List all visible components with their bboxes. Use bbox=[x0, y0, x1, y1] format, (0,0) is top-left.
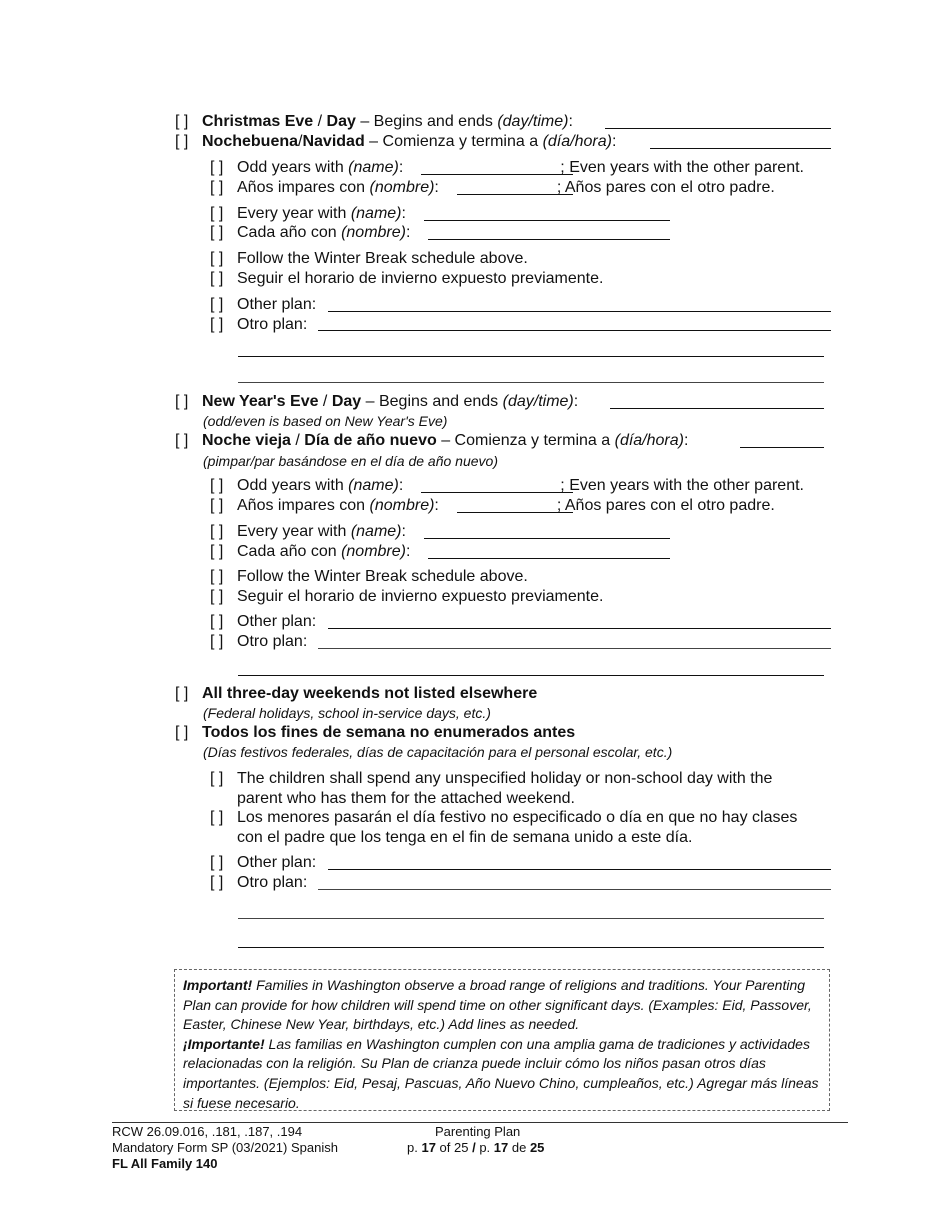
footer-divider bbox=[112, 1122, 848, 1123]
other-plan-en-blank[interactable] bbox=[328, 311, 831, 312]
important-en-text: Families in Washington observe a broad range of religions and traditions. Your Parenting Plan can provide for how children will spend time on other significant days. (Examples: Eid, Passover, Easter, Chinese New Year, birthdays, etc.) Add lines as needed. bbox=[183, 977, 812, 1033]
weekends-es-title: Todos los fines de semana no enumerados antes bbox=[202, 724, 576, 741]
odd-years-es-blank[interactable] bbox=[457, 512, 573, 513]
checkbox[interactable]: [ ] bbox=[210, 477, 224, 494]
winter-es: [ ] Seguir el horario de invierno expuesto previamente. bbox=[210, 270, 604, 287]
christmas-es-title: Nochebuena bbox=[202, 133, 299, 150]
christmas-es-row: [ ] Nochebuena/Navidad – Comienza y termina a (día/hora): bbox=[175, 133, 617, 150]
important-note bbox=[174, 969, 830, 1111]
checkbox[interactable]: [ ] bbox=[210, 633, 224, 650]
checkbox[interactable]: [ ] bbox=[210, 497, 224, 514]
extra-line[interactable] bbox=[238, 918, 824, 919]
checkbox[interactable]: [ ] bbox=[210, 270, 224, 287]
footer-rcw: RCW 26.09.016, .181, .187, .194 bbox=[112, 1124, 303, 1139]
weekends-es-note: (Días festivos federales, días de capacitación para el personal escolar, etc.) bbox=[203, 744, 673, 760]
unspecified-holiday-en: [ ] The children shall spend any unspecified holiday or non-school day with the bbox=[210, 770, 773, 787]
other-plan-en-blank[interactable] bbox=[328, 628, 831, 629]
footer-title: Parenting Plan bbox=[435, 1124, 521, 1139]
checkbox[interactable]: [ ] bbox=[175, 432, 189, 449]
newyear-es-note: (pimpar/par basándose en el día de año nuevo) bbox=[203, 453, 498, 469]
checkbox[interactable]: [ ] bbox=[210, 179, 224, 196]
odd-years-es: [ ] Años impares con (nombre): ; Años pares con el otro padre. bbox=[210, 179, 775, 196]
every-year-es: [ ] Cada año con (nombre): bbox=[210, 224, 411, 241]
footer-form: Mandatory Form SP (03/2021) Spanish bbox=[112, 1140, 338, 1155]
checkbox[interactable]: [ ] bbox=[175, 685, 189, 702]
checkbox[interactable]: [ ] bbox=[175, 113, 189, 130]
checkbox[interactable]: [ ] bbox=[210, 224, 224, 241]
checkbox[interactable]: [ ] bbox=[210, 159, 224, 176]
checkbox[interactable]: [ ] bbox=[210, 543, 224, 560]
winter-en: [ ] Follow the Winter Break schedule above. bbox=[210, 568, 528, 585]
weekends-en-row bbox=[175, 684, 537, 704]
other-plan-es-blank[interactable] bbox=[318, 330, 831, 331]
checkbox[interactable]: [ ] bbox=[210, 874, 224, 891]
every-year-en: [ ] Every year with (name): bbox=[210, 523, 406, 540]
newyear-en-row: [ ] New Year's Eve / Day – Begins and ends (day/time): bbox=[175, 393, 579, 410]
other-plan-es-blank[interactable] bbox=[318, 889, 831, 890]
extra-line[interactable] bbox=[238, 382, 824, 383]
weekends-en-note: (Federal holidays, school in-service days, etc.) bbox=[203, 705, 491, 721]
newyear-en-blank[interactable] bbox=[610, 408, 824, 409]
important-es-label: ¡Importante! bbox=[183, 1035, 265, 1052]
christmas-es-blank[interactable] bbox=[650, 148, 831, 149]
checkbox[interactable]: [ ] bbox=[210, 296, 224, 313]
christmas-en-title: Christmas Eve bbox=[202, 113, 314, 130]
important-en-label: Important! bbox=[183, 977, 253, 993]
weekends-en-title: All three-day weekends not listed elsewhere bbox=[202, 685, 538, 702]
odd-years-es: [ ] Años impares con (nombre): ; Años pares con el otro padre. bbox=[210, 497, 775, 514]
odd-years-en-blank[interactable] bbox=[421, 174, 573, 175]
checkbox[interactable]: [ ] bbox=[210, 205, 224, 222]
checkbox[interactable]: [ ] bbox=[175, 393, 189, 410]
winter-es: [ ] Seguir el horario de invierno expuesto previamente. bbox=[210, 588, 604, 605]
checkbox[interactable]: [ ] bbox=[210, 613, 224, 630]
newyear-en-note: (odd/even is based on New Year's Eve) bbox=[203, 413, 448, 429]
checkbox[interactable]: [ ] bbox=[175, 724, 189, 741]
every-year-es: [ ] Cada año con (nombre): bbox=[210, 543, 411, 560]
footer-family: FL All Family 140 bbox=[112, 1156, 218, 1171]
other-plan-es-blank[interactable] bbox=[318, 648, 831, 649]
christmas-en-blank[interactable] bbox=[605, 128, 831, 129]
checkbox[interactable]: [ ] bbox=[210, 568, 224, 585]
unspecified-holiday-es: [ ] Los menores pasarán el día festivo no especificado o día en que no hay clases bbox=[210, 809, 798, 826]
extra-line[interactable] bbox=[238, 675, 824, 676]
other-plan-es: [ ] Otro plan: bbox=[210, 874, 308, 891]
checkbox[interactable]: [ ] bbox=[210, 316, 224, 333]
other-plan-es: [ ] Otro plan: bbox=[210, 633, 308, 650]
newyear-es-blank[interactable] bbox=[740, 447, 824, 448]
checkbox[interactable]: [ ] bbox=[210, 854, 224, 871]
other-plan-en: [ ] Other plan: bbox=[210, 296, 317, 313]
every-year-en-blank[interactable] bbox=[424, 538, 670, 539]
odd-years-en: [ ] Odd years with (name): ; Even years with the other parent. bbox=[210, 477, 804, 494]
checkbox[interactable]: [ ] bbox=[210, 809, 224, 826]
other-plan-es: [ ] Otro plan: bbox=[210, 316, 308, 333]
every-year-es-blank[interactable] bbox=[428, 239, 670, 240]
checkbox[interactable]: [ ] bbox=[210, 588, 224, 605]
other-plan-en: [ ] Other plan: bbox=[210, 854, 317, 871]
unspecified-holiday-en-cont: parent who has them for the attached weekend. bbox=[237, 790, 575, 807]
checkbox[interactable]: [ ] bbox=[210, 770, 224, 787]
checkbox[interactable]: [ ] bbox=[210, 523, 224, 540]
newyear-en-title: New Year's Eve bbox=[202, 393, 319, 410]
odd-years-es-blank[interactable] bbox=[457, 194, 573, 195]
christmas-en-row: [ ] Christmas Eve / Day – Begins and ends (day/time): bbox=[175, 113, 573, 130]
extra-line[interactable] bbox=[238, 947, 824, 948]
important-es-text: Las familias en Washington cumplen con una amplia gama de tradiciones y actividades relacionadas con la religión. Su Plan de crianza puede incluir cómo los niños pasan otros días importantes. (Ejemplos: Eid, Pesaj, Pascuas, Año Nuevo Chino, cumpleaños, etc.) Agregar más líneas si fuese necesario. bbox=[183, 1035, 819, 1111]
every-year-en: [ ] Every year with (name): bbox=[210, 205, 406, 222]
extra-line[interactable] bbox=[238, 356, 824, 357]
other-plan-en-blank[interactable] bbox=[328, 869, 831, 870]
weekends-es-row bbox=[175, 723, 575, 743]
footer-page: p. 17 of 25 / p. 17 de 25 bbox=[407, 1140, 545, 1155]
odd-years-en-blank[interactable] bbox=[421, 492, 573, 493]
checkbox[interactable]: [ ] bbox=[175, 133, 189, 150]
odd-years-en: [ ] Odd years with (name): ; Even years with the other parent. bbox=[210, 159, 804, 176]
every-year-es-blank[interactable] bbox=[428, 558, 670, 559]
newyear-es-row: [ ] Noche vieja / Día de año nuevo – Comienza y termina a (día/hora): bbox=[175, 432, 689, 449]
winter-en: [ ] Follow the Winter Break schedule above. bbox=[210, 250, 528, 267]
newyear-es-title: Noche vieja bbox=[202, 432, 291, 449]
checkbox[interactable]: [ ] bbox=[210, 250, 224, 267]
unspecified-holiday-es-cont: con el padre que los tenga en el fin de semana unido a este día. bbox=[237, 829, 693, 846]
every-year-en-blank[interactable] bbox=[424, 220, 670, 221]
other-plan-en: [ ] Other plan: bbox=[210, 613, 317, 630]
